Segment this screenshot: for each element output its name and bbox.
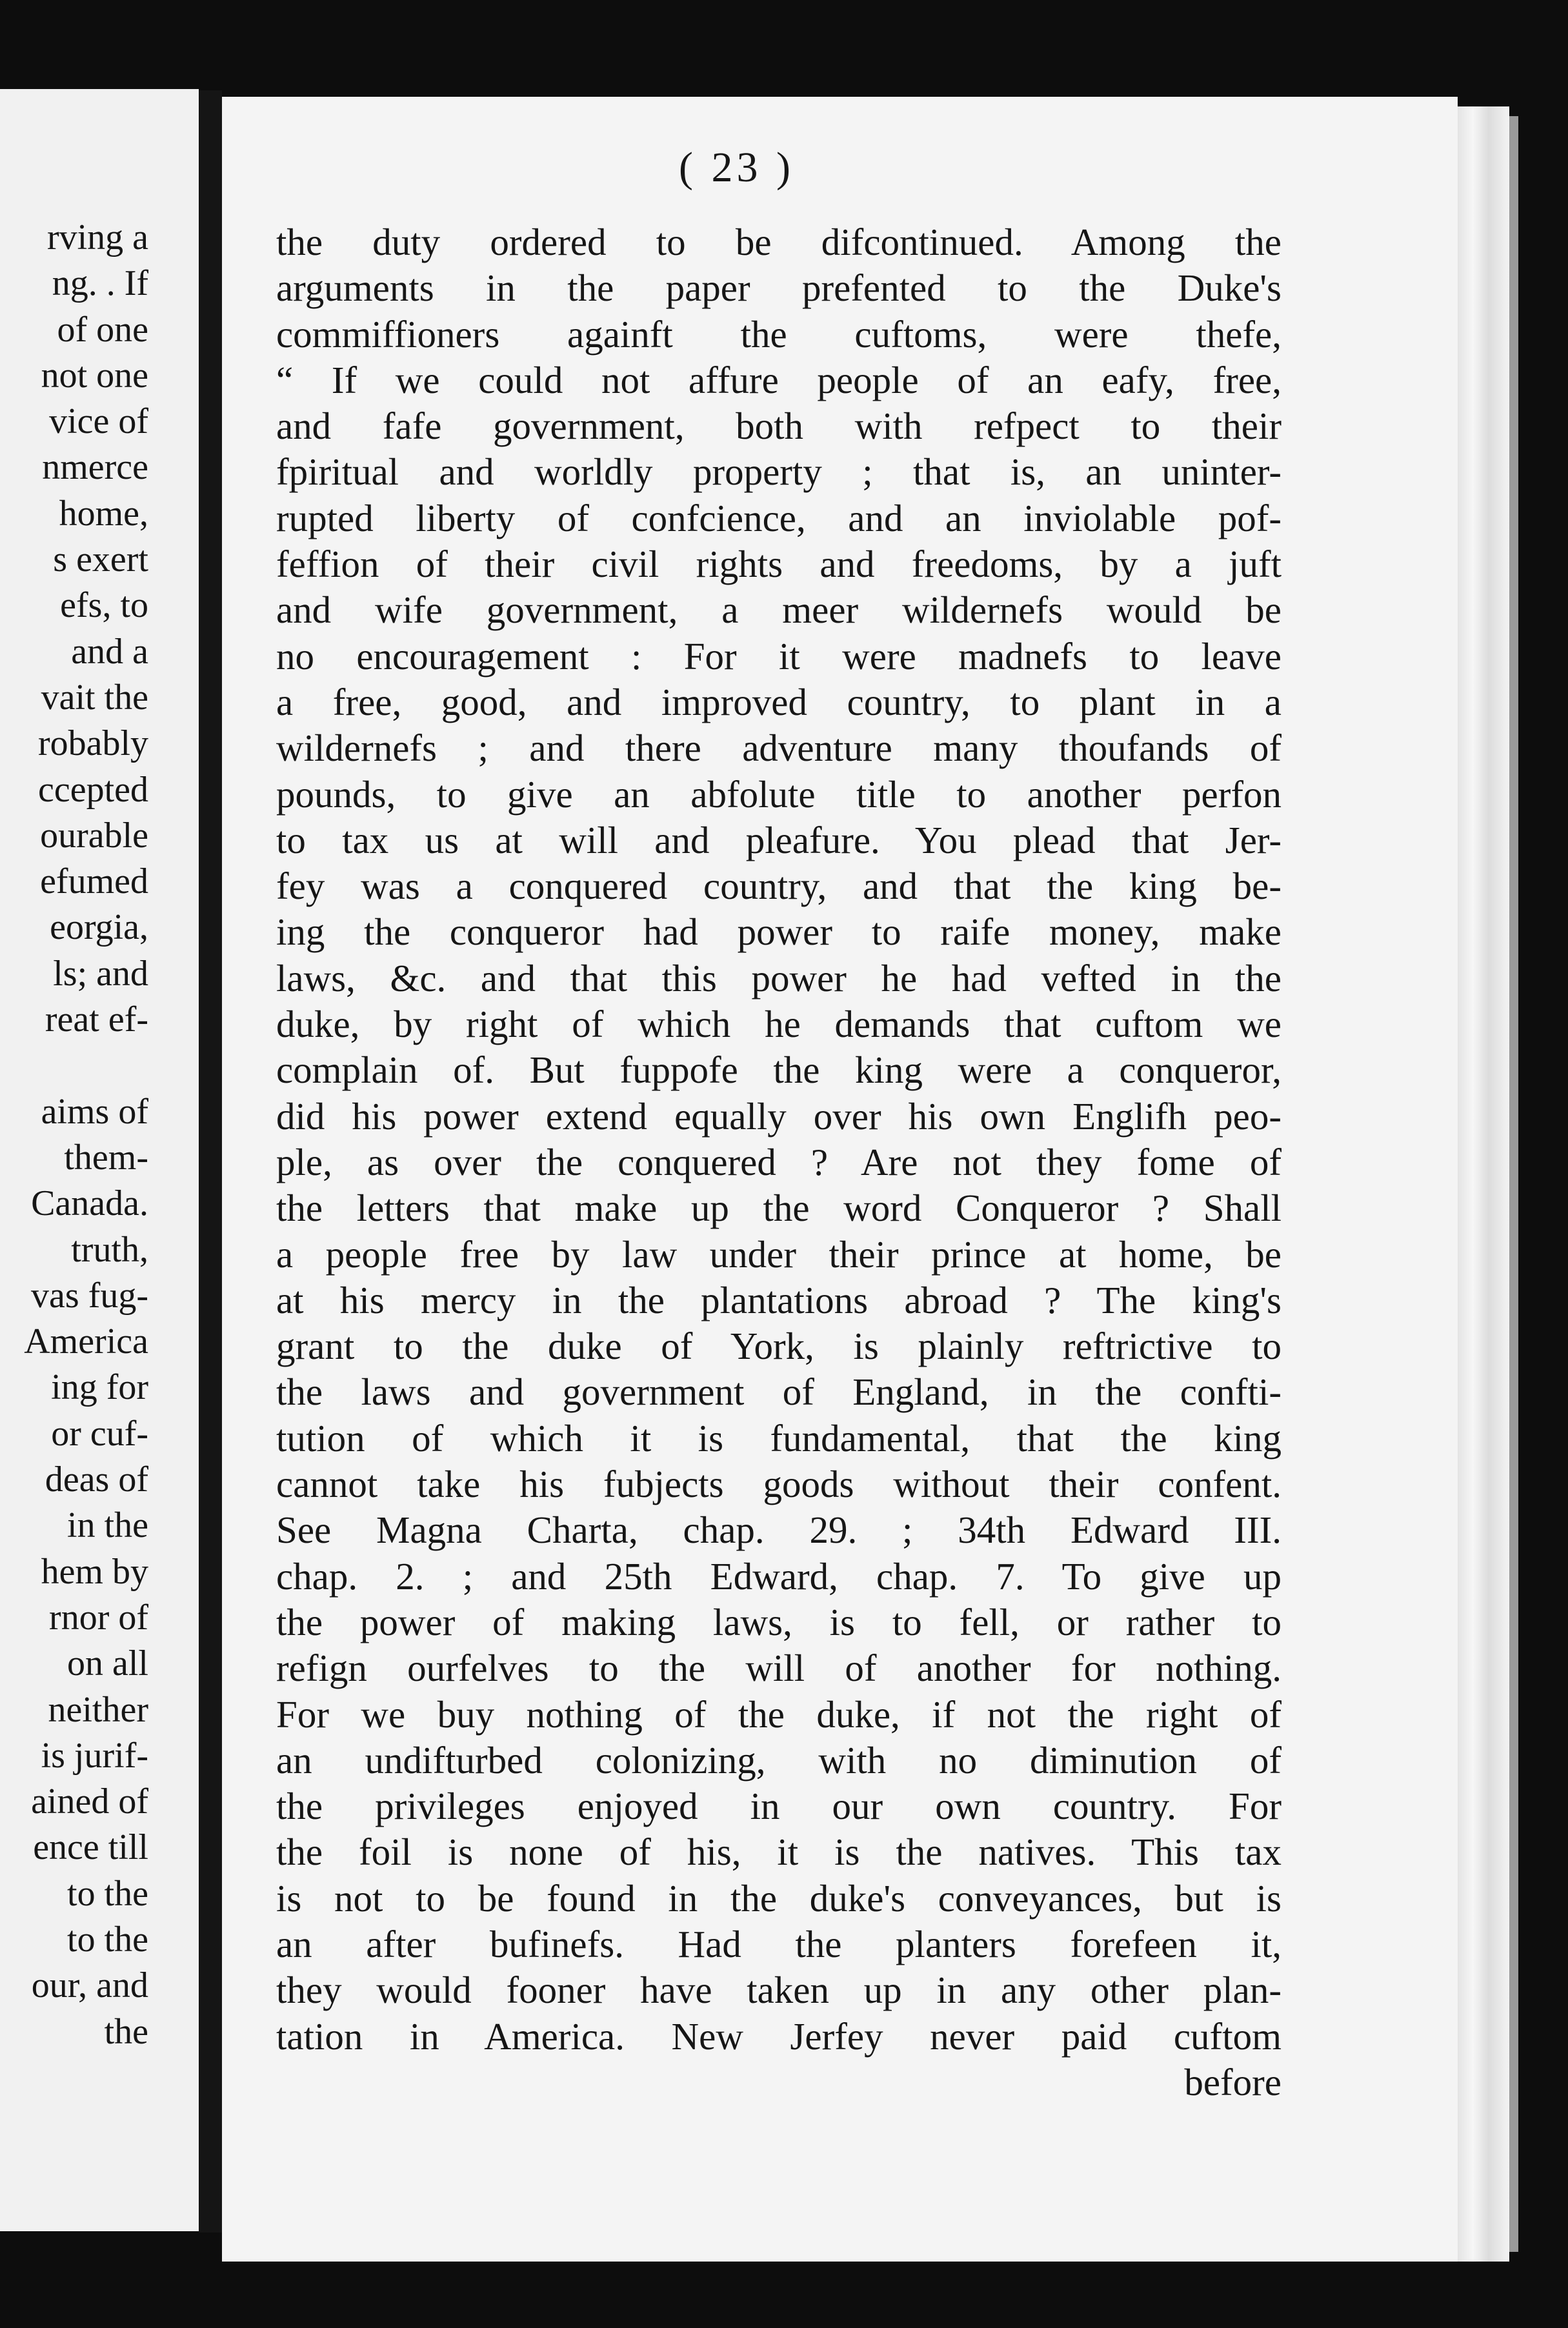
left-page-line: truth,: [71, 1229, 148, 1270]
text-line: commiffioners againft the cuftoms, were thefe,: [276, 312, 1282, 356]
text-line: “ If we could not affure people of an eafy, free,: [276, 358, 1282, 401]
left-page-line: ence till: [33, 1827, 148, 1868]
left-page-line: s exert: [53, 539, 148, 580]
text-line: an undifturbed colonizing, with no diminution of: [276, 1738, 1282, 1781]
left-page-line: America: [24, 1321, 148, 1362]
left-page-line: vice of: [49, 401, 148, 442]
text-line: a free, good, and improved country, to plant in a: [276, 680, 1282, 723]
text-line: a people free by law under their prince at home, be: [276, 1232, 1282, 1276]
main-page: [222, 97, 1458, 2262]
left-page-text: [0, 215, 148, 2055]
text-line: fpiritual and worldly property ; that is, an uninter-: [276, 450, 1282, 494]
text-line: an after bufinefs. Had the planters forefeen it,: [276, 1922, 1282, 1965]
left-page-line: efumed: [40, 861, 148, 902]
text-line: wildernefs ; and there adventure many thoufands of: [276, 727, 1282, 770]
body-text: [276, 219, 1282, 2105]
text-line: tation in America. New Jerfey never paid cuftom: [276, 2014, 1282, 2058]
text-line: laws, &c. and that this power he had vefted in the: [276, 956, 1282, 999]
text-line: and fafe government, both with refpect to their: [276, 405, 1282, 448]
page-edge-shadow: [1509, 116, 1518, 2252]
text-line: cannot take his fubjects goods without their confent.: [276, 1463, 1282, 1506]
text-line: the letters that make up the word Conqueror ? Shall: [276, 1187, 1282, 1230]
left-page-line: vait the: [41, 677, 148, 717]
left-page-line: is jurif-: [41, 1735, 148, 1776]
left-page-line: the: [104, 2011, 148, 2052]
left-page-line: and a: [71, 631, 148, 672]
left-page-line: [0, 1043, 148, 1089]
left-page-line: neither: [48, 1689, 148, 1730]
left-page-line: ls; and: [53, 953, 148, 994]
left-page-line: hem by: [41, 1551, 148, 1592]
text-line: to tax us at will and pleafure. You plead that Jer-: [276, 818, 1282, 861]
left-page-line: robably: [37, 723, 148, 764]
text-line: and wife government, a meer wildernefs would be: [276, 588, 1282, 632]
left-page-line: ing for: [51, 1367, 148, 1408]
text-line: For we buy nothing of the duke, if not the right of: [276, 1692, 1282, 1736]
text-line: chap. 2. ; and 25th Edward, chap. 7. To give up: [276, 1554, 1282, 1598]
text-line: tution of which it is fundamental, that the king: [276, 1416, 1282, 1460]
text-line: refign ourfelves to the will of another for nothing.: [276, 1647, 1282, 1690]
text-line: they would fooner have taken up in any other plan-: [276, 1969, 1282, 2012]
text-line: fey was a conquered country, and that the king be-: [276, 865, 1282, 908]
text-line: the power of making laws, is to fell, or rather to: [276, 1600, 1282, 1643]
left-page-line: nmerce: [42, 447, 148, 488]
left-page-line: efs, to: [60, 585, 148, 626]
text-line: ing the conqueror had power to raife money, make: [276, 910, 1282, 954]
left-page-line: not one: [41, 355, 148, 396]
text-line: did his power extend equally over his own Englifh peo-: [276, 1094, 1282, 1138]
text-line: complain of. But fuppofe the king were a conqueror,: [276, 1049, 1282, 1092]
book-gutter: [199, 90, 222, 2233]
left-page-line: ccepted: [38, 769, 148, 810]
text-line: at his mercy in the plantations abroad ? The king's: [276, 1278, 1282, 1321]
left-page-line: deas of: [45, 1460, 148, 1500]
page-number: ( 23 ): [679, 144, 794, 191]
left-page-line: Canada.: [31, 1183, 148, 1224]
left-page-line: aims of: [41, 1091, 148, 1132]
left-page-line: to the: [67, 1873, 148, 1914]
left-page-line: ng. . If: [52, 263, 148, 304]
left-page-line: on all: [67, 1643, 148, 1684]
left-page-line: vas fug-: [31, 1275, 148, 1316]
text-line: the privileges enjoyed in our own country. For: [276, 1785, 1282, 1828]
text-line: the laws and government of England, in the confti-: [276, 1370, 1282, 1414]
text-line: the duty ordered to be difcontinued. Among the: [276, 221, 1282, 263]
left-page-line: eorgia,: [50, 907, 148, 948]
left-page-line: them-: [64, 1137, 148, 1178]
left-page-line: home,: [59, 493, 148, 534]
text-line: ple, as over the conquered ? Are not they fome of: [276, 1140, 1282, 1183]
text-line: arguments in the paper prefented to the Duke's: [276, 266, 1282, 310]
left-page: [0, 89, 199, 2231]
left-page-line: rnor of: [49, 1597, 148, 1638]
left-page-line: our, and: [31, 1965, 148, 2006]
text-line: duke, by right of which he demands that cuftom we: [276, 1003, 1282, 1046]
left-page-line: or cuf-: [51, 1413, 148, 1454]
text-line: the foil is none of his, it is the natives. This tax: [276, 1831, 1282, 1874]
text-line: See Magna Charta, chap. 29. ; 34th Edward III.: [276, 1509, 1282, 1552]
text-line: is not to be found in the duke's conveyances, but is: [276, 1876, 1282, 1920]
text-line: feffion of their civil rights and freedoms, by a juft: [276, 543, 1282, 586]
catchword: before: [1184, 2060, 1282, 2103]
left-page-line: ourable: [40, 815, 148, 856]
text-line: pounds, to give an abfolute title to another perfon: [276, 772, 1282, 816]
left-page-line: of one: [57, 309, 148, 350]
text-line: no encouragement : For it were madnefs to leave: [276, 634, 1282, 677]
left-page-line: ained of: [31, 1781, 148, 1822]
left-page-line: to the: [67, 1919, 148, 1960]
left-page-line: rving a: [46, 217, 148, 257]
text-line: grant to the duke of York, is plainly reftrictive to: [276, 1325, 1282, 1368]
text-line: rupted liberty of confcience, and an inviolable pof-: [276, 496, 1282, 539]
left-page-line: reat ef-: [45, 999, 148, 1040]
page-edge-stack: [1458, 106, 1509, 2262]
left-page-line: in the: [67, 1505, 148, 1546]
